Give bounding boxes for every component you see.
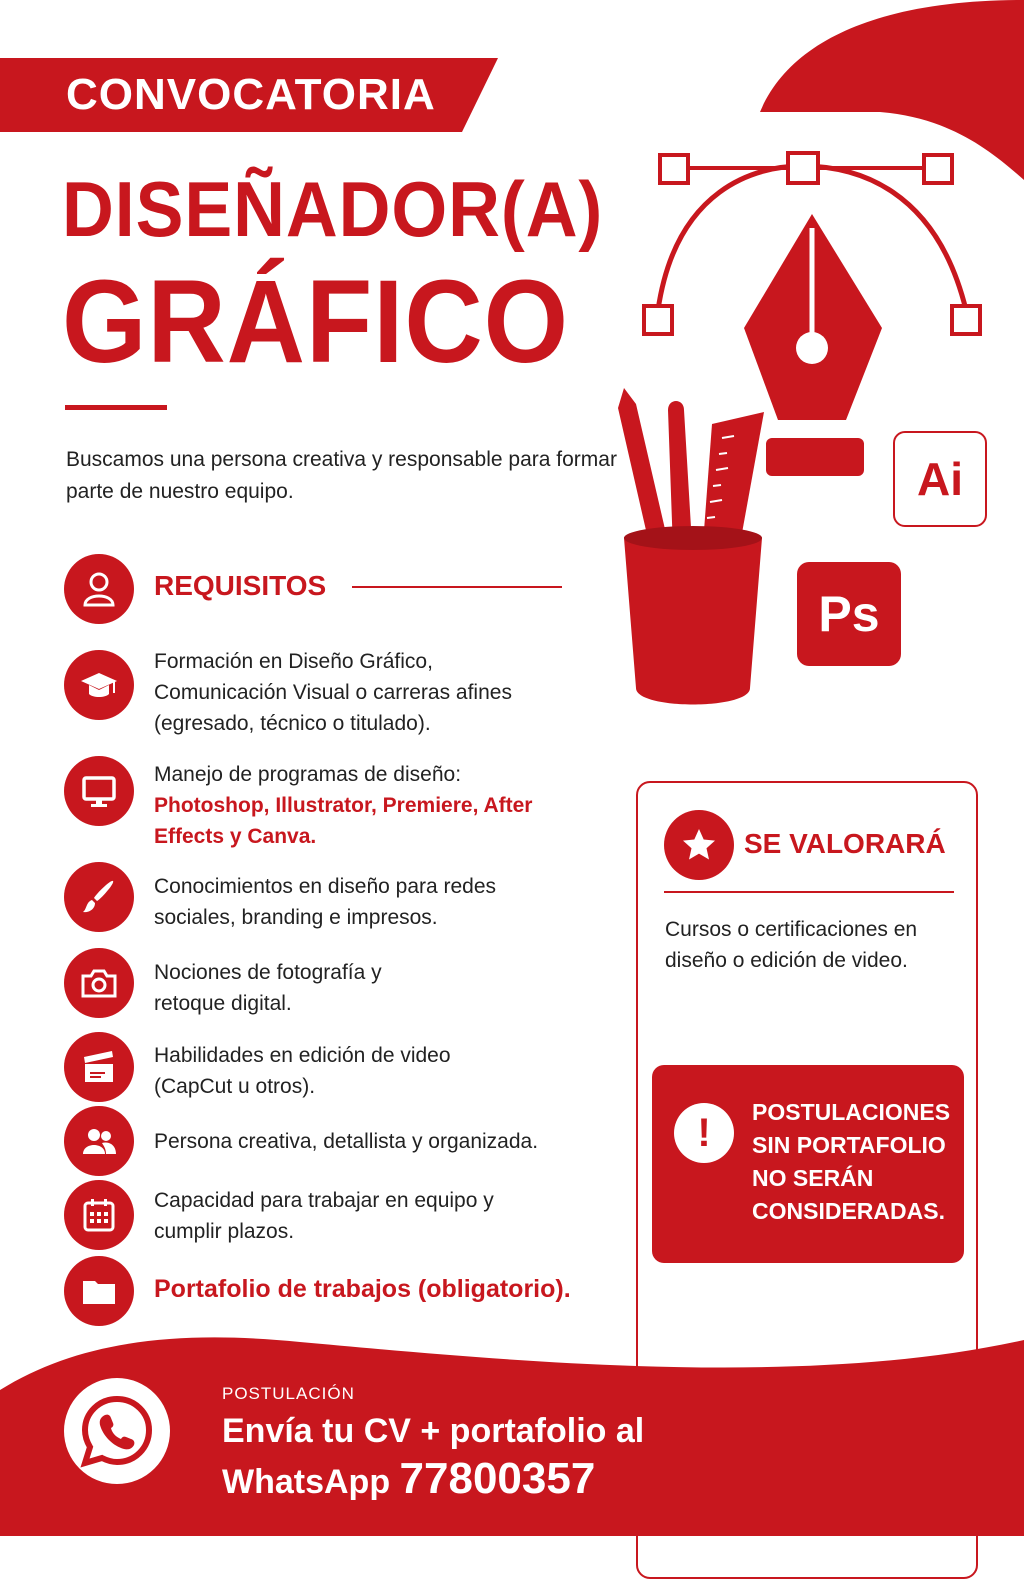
requirement-icon-badge <box>64 1032 134 1102</box>
requirement-text: Formación en Diseño Gráfico, Comunicación Visual o carreras afines (egresado, técnico o titulado). <box>154 650 512 735</box>
intro-text: Buscamos una persona creativa y responsable para formar parte de nuestro equipo. <box>66 448 617 503</box>
se-valorara-text: Cursos o certificaciones en diseño o edición de video. <box>665 918 918 972</box>
requirement-text-portfolio: Portafolio de trabajos (obligatorio). <box>154 1275 571 1303</box>
requirement-text: Habilidades en edición de video (CapCut u otros). <box>154 1044 451 1098</box>
paintbrush-icon <box>79 877 119 917</box>
requirement-icon-badge <box>64 1180 134 1250</box>
se-valorara-icon-badge <box>664 810 734 880</box>
requisitos-icon-badge <box>64 554 134 624</box>
star-icon <box>679 825 719 865</box>
exclamation-icon: ! <box>674 1103 734 1163</box>
people-icon <box>79 1121 119 1161</box>
footer-line-2 <box>222 1454 595 1504</box>
folder-icon <box>79 1271 119 1311</box>
requirement-icon-badge <box>64 650 134 720</box>
requirement-icon-badge <box>64 1256 134 1326</box>
monitor-icon <box>79 771 119 811</box>
title-line-1: DISEÑADOR(A) <box>62 165 604 253</box>
clapperboard-icon <box>79 1047 119 1087</box>
title-line-2: GRÁFICO <box>62 256 570 388</box>
requirement-text: Persona creativa, detallista y organizada. <box>154 1130 539 1153</box>
footer-whatsapp-label: WhatsApp <box>222 1463 391 1501</box>
warning-text: POSTULACIONES SIN PORTAFOLIO NO SERÁN CONSIDERADAS. <box>752 1099 951 1224</box>
banner-text: CONVOCATORIA <box>66 70 436 119</box>
se-valorara-title: SE VALORARÁ <box>744 828 946 859</box>
graduation-cap-icon <box>79 665 119 705</box>
requirement-text-line: Manejo de programas de diseño: <box>154 763 462 786</box>
requirement-icon-badge <box>64 1106 134 1176</box>
footer-label: POSTULACIÓN <box>222 1384 355 1403</box>
requirement-text: Capacidad para trabajar en equipo y cumplir plazos. <box>154 1189 494 1243</box>
camera-icon <box>79 963 119 1003</box>
whatsapp-badge[interactable] <box>64 1378 170 1484</box>
requirement-text: Conocimientos en diseño para redes sociales, branding e impresos. <box>154 875 497 929</box>
requirement-icon-badge <box>64 948 134 1018</box>
requirement-text: Nociones de fotografía y retoque digital. <box>154 961 382 1015</box>
requirement-text <box>154 759 554 852</box>
footer-line-1: Envía tu CV + portafolio al <box>222 1412 645 1450</box>
phone-number[interactable]: 77800357 <box>399 1454 596 1503</box>
calendar-icon <box>79 1195 119 1235</box>
user-icon <box>79 569 119 609</box>
requirement-highlight: Photoshop, Illustrator, Premiere, After Effects y Canva. <box>154 794 533 848</box>
illustrator-logo: Ai <box>893 431 987 527</box>
se-valorara-divider <box>664 891 954 893</box>
photoshop-logo: Ps <box>797 562 901 666</box>
title-divider <box>65 405 167 410</box>
requisitos-divider <box>352 586 562 588</box>
requirement-icon-badge <box>64 862 134 932</box>
requirement-icon-badge <box>64 756 134 826</box>
whatsapp-icon <box>79 1393 155 1469</box>
requisitos-title: REQUISITOS <box>154 570 327 601</box>
pencil-cup-illustration <box>612 388 792 708</box>
